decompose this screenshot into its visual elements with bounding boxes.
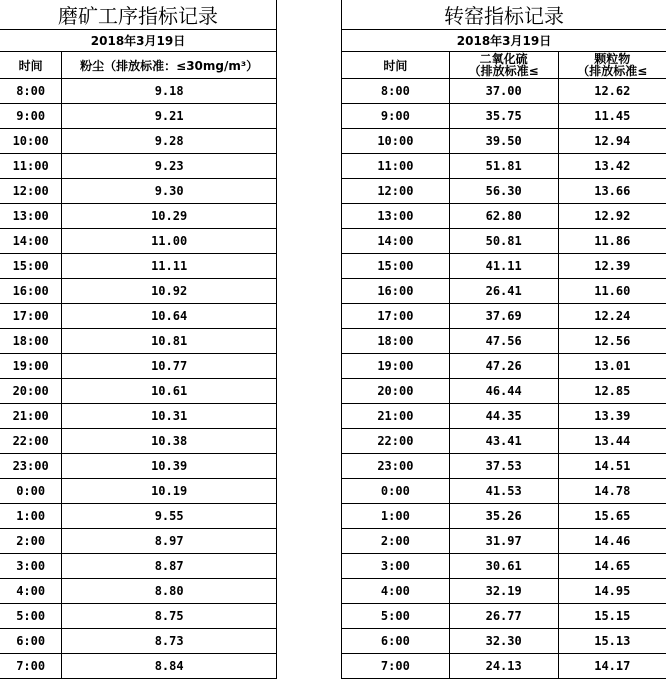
table-row [342,629,666,654]
time-cell: 8:00 [342,79,450,104]
table-row [342,479,666,504]
time-cell: 13:00 [342,204,450,229]
dust-value-cell: 9.23 [62,154,277,179]
dust-value-cell: 8.87 [62,554,277,579]
table-row [0,204,277,229]
so2-value-cell: 41.53 [449,479,558,504]
table-row [342,504,666,529]
time-cell: 7:00 [342,654,450,679]
time-cell: 17:00 [0,304,62,329]
table-row [0,404,277,429]
time-cell: 11:00 [0,154,62,179]
dust-value-cell: 10.39 [62,454,277,479]
table-row [0,254,277,279]
time-cell: 19:00 [342,354,450,379]
table-row [342,354,666,379]
title-row [342,0,666,30]
pm-value-cell: 12.56 [558,329,666,354]
time-cell: 12:00 [0,179,62,204]
table-row [0,329,277,354]
table-row [342,154,666,179]
table-row [0,529,277,554]
table-row [0,104,277,129]
pm-value-cell: 13.42 [558,154,666,179]
dust-value-cell: 9.21 [62,104,277,129]
kiln-date: 2018年3月19日 [342,30,666,52]
header-pm-line2: （排放标准≤ [559,65,666,77]
pm-value-cell: 11.60 [558,279,666,304]
dust-value-cell: 10.19 [62,479,277,504]
header-so2-line1: 二氧化硫 [450,53,558,65]
table-row [0,154,277,179]
pm-value-cell: 13.39 [558,404,666,429]
so2-value-cell: 35.75 [449,104,558,129]
table-row [0,604,277,629]
so2-value-cell: 32.19 [449,579,558,604]
table-row [0,304,277,329]
time-cell: 8:00 [0,79,62,104]
grinding-record-table [0,0,277,679]
pm-value-cell: 15.13 [558,629,666,654]
table-row [342,79,666,104]
pm-value-cell: 14.78 [558,479,666,504]
time-cell: 19:00 [0,354,62,379]
table-row [0,379,277,404]
so2-value-cell: 44.35 [449,404,558,429]
dust-value-cell: 8.84 [62,654,277,679]
table-row [342,404,666,429]
time-cell: 22:00 [0,429,62,454]
dust-value-cell: 9.28 [62,129,277,154]
time-cell: 14:00 [342,229,450,254]
time-cell: 4:00 [342,579,450,604]
table-row [0,129,277,154]
dust-value-cell: 8.80 [62,579,277,604]
time-cell: 12:00 [342,179,450,204]
table-row [0,579,277,604]
time-cell: 21:00 [0,404,62,429]
time-cell: 3:00 [342,554,450,579]
time-cell: 7:00 [0,654,62,679]
pm-value-cell: 14.51 [558,454,666,479]
time-cell: 0:00 [0,479,62,504]
time-cell: 20:00 [0,379,62,404]
table-row [0,229,277,254]
so2-value-cell: 37.00 [449,79,558,104]
table-row [0,554,277,579]
pm-value-cell: 13.01 [558,354,666,379]
table-row [0,629,277,654]
table-row [0,279,277,304]
so2-value-cell: 62.80 [449,204,558,229]
header-row [0,52,277,79]
time-cell: 2:00 [342,529,450,554]
date-row [342,30,666,52]
so2-value-cell: 26.41 [449,279,558,304]
table-row [342,304,666,329]
pm-value-cell: 14.17 [558,654,666,679]
pm-value-cell: 12.39 [558,254,666,279]
table-row [342,179,666,204]
dust-value-cell: 10.64 [62,304,277,329]
table-row [342,254,666,279]
table-row [342,129,666,154]
so2-value-cell: 37.69 [449,304,558,329]
table-row [342,329,666,354]
table-row [342,529,666,554]
time-cell: 18:00 [0,329,62,354]
table-row [0,179,277,204]
time-cell: 17:00 [342,304,450,329]
header-so2-line2: （排放标准≤ [450,65,558,77]
time-cell: 18:00 [342,329,450,354]
so2-value-cell: 47.56 [449,329,558,354]
time-cell: 4:00 [0,579,62,604]
header-pm-line1: 颗粒物 [559,53,666,65]
time-cell: 20:00 [342,379,450,404]
so2-value-cell: 24.13 [449,654,558,679]
pm-value-cell: 15.15 [558,604,666,629]
so2-value-cell: 37.53 [449,454,558,479]
dust-value-cell: 10.81 [62,329,277,354]
table-row [342,429,666,454]
time-cell: 9:00 [0,104,62,129]
pm-value-cell: 12.85 [558,379,666,404]
dust-value-cell: 8.97 [62,529,277,554]
time-cell: 6:00 [0,629,62,654]
header-dust: 粉尘（排放标准：≤30mg/m³） [62,52,277,79]
time-cell: 1:00 [0,504,62,529]
time-cell: 0:00 [342,479,450,504]
pm-value-cell: 12.62 [558,79,666,104]
time-cell: 5:00 [0,604,62,629]
table-row [342,604,666,629]
time-cell: 1:00 [342,504,450,529]
dust-value-cell: 10.61 [62,379,277,404]
kiln-record-panel [341,0,666,679]
dust-value-cell: 9.55 [62,504,277,529]
so2-value-cell: 35.26 [449,504,558,529]
so2-value-cell: 41.11 [449,254,558,279]
header-row [342,52,666,79]
table-row [0,504,277,529]
time-cell: 21:00 [342,404,450,429]
header-time: 时间 [0,52,62,79]
pm-value-cell: 15.65 [558,504,666,529]
time-cell: 22:00 [342,429,450,454]
time-cell: 2:00 [0,529,62,554]
time-cell: 10:00 [0,129,62,154]
table-row [342,454,666,479]
so2-value-cell: 43.41 [449,429,558,454]
pm-value-cell: 11.45 [558,104,666,129]
table-row [0,354,277,379]
pm-value-cell: 12.24 [558,304,666,329]
grinding-title: 磨矿工序指标记录 [0,0,277,30]
table-row [342,379,666,404]
pm-value-cell: 13.66 [558,179,666,204]
table-row [0,79,277,104]
time-cell: 11:00 [342,154,450,179]
so2-value-cell: 26.77 [449,604,558,629]
table-row [0,454,277,479]
dust-value-cell: 11.00 [62,229,277,254]
time-cell: 14:00 [0,229,62,254]
table-row [342,554,666,579]
dust-value-cell: 8.73 [62,629,277,654]
grinding-date: 2018年3月19日 [0,30,277,52]
table-row [342,279,666,304]
dust-value-cell: 10.29 [62,204,277,229]
time-cell: 23:00 [0,454,62,479]
dust-value-cell: 10.31 [62,404,277,429]
time-cell: 16:00 [342,279,450,304]
time-cell: 9:00 [342,104,450,129]
pm-value-cell: 14.65 [558,554,666,579]
so2-value-cell: 46.44 [449,379,558,404]
so2-value-cell: 50.81 [449,229,558,254]
pm-value-cell: 12.94 [558,129,666,154]
so2-value-cell: 30.61 [449,554,558,579]
time-cell: 15:00 [342,254,450,279]
dust-value-cell: 9.30 [62,179,277,204]
so2-value-cell: 47.26 [449,354,558,379]
header-time: 时间 [342,52,450,79]
dust-value-cell: 10.92 [62,279,277,304]
so2-value-cell: 51.81 [449,154,558,179]
dust-value-cell: 10.38 [62,429,277,454]
table-row [342,229,666,254]
header-so2 [449,52,558,79]
time-cell: 15:00 [0,254,62,279]
so2-value-cell: 31.97 [449,529,558,554]
time-cell: 13:00 [0,204,62,229]
kiln-record-table [341,0,666,679]
pm-value-cell: 11.86 [558,229,666,254]
time-cell: 10:00 [342,129,450,154]
time-cell: 5:00 [342,604,450,629]
time-cell: 3:00 [0,554,62,579]
pm-value-cell: 13.44 [558,429,666,454]
pm-value-cell: 12.92 [558,204,666,229]
table-row [0,479,277,504]
pm-value-cell: 14.46 [558,529,666,554]
header-pm [558,52,666,79]
date-row [0,30,277,52]
table-row [342,204,666,229]
table-row [342,579,666,604]
kiln-title: 转窑指标记录 [342,0,666,30]
table-row [342,104,666,129]
dust-value-cell: 11.11 [62,254,277,279]
grinding-record-panel [0,0,277,679]
dust-value-cell: 8.75 [62,604,277,629]
table-row [0,429,277,454]
so2-value-cell: 39.50 [449,129,558,154]
time-cell: 16:00 [0,279,62,304]
pm-value-cell: 14.95 [558,579,666,604]
dust-value-cell: 9.18 [62,79,277,104]
time-cell: 6:00 [342,629,450,654]
so2-value-cell: 32.30 [449,629,558,654]
dust-value-cell: 10.77 [62,354,277,379]
so2-value-cell: 56.30 [449,179,558,204]
time-cell: 23:00 [342,454,450,479]
title-row [0,0,277,30]
